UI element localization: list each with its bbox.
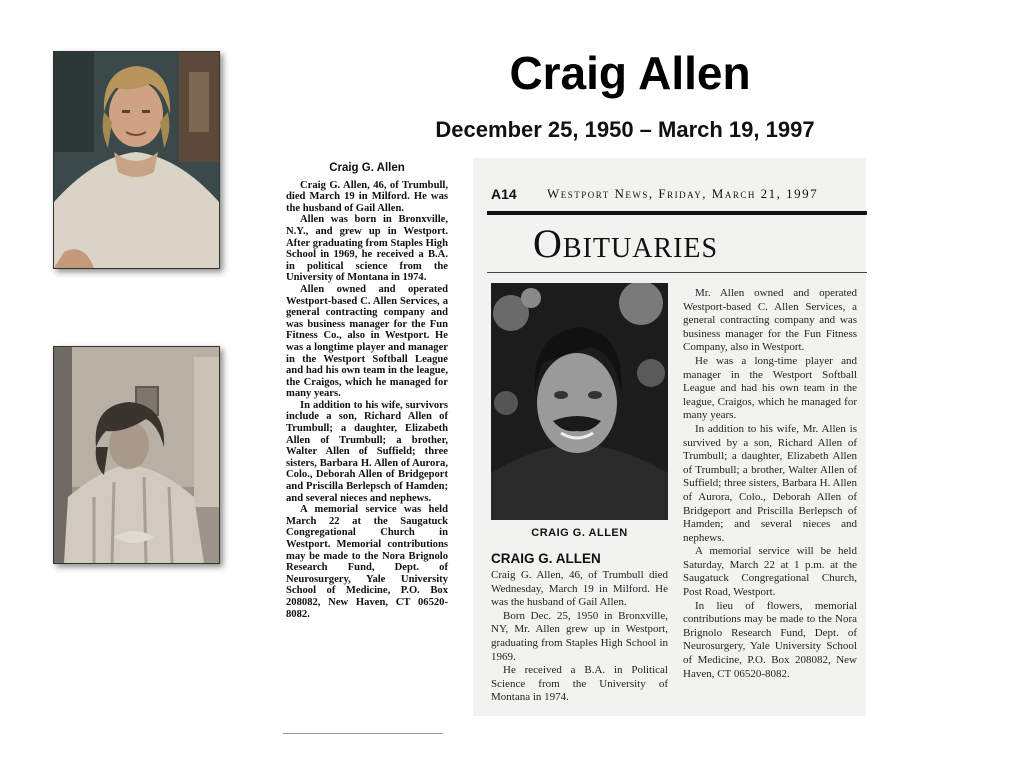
newspaper-photo — [491, 283, 668, 520]
clipping-heading: Craig G. Allen — [329, 162, 405, 174]
newspaper-masthead: Westport News, Friday, March 21, 1997 — [547, 186, 819, 201]
photo-caption: CRAIG G. ALLEN — [531, 527, 628, 539]
article-heading: CRAIG G. ALLEN — [491, 551, 601, 566]
newspaper-photo-image — [491, 283, 668, 520]
newspaper-section-title: Obituaries — [533, 221, 719, 266]
article-paragraph: He received a B.A. in Political Science from the University of Montana in 1974. — [491, 664, 668, 704]
page-title: Craig Allen — [509, 47, 751, 99]
portrait-2-image — [54, 347, 219, 563]
newspaper-page-number: A14 — [491, 186, 517, 202]
portrait-photo-1 — [53, 51, 220, 269]
life-dates: December 25, 1950 – March 19, 1997 — [435, 117, 815, 142]
article-column-2 — [683, 287, 857, 681]
masthead-rule — [487, 211, 867, 215]
obituary-clipping-left — [286, 163, 448, 723]
portrait-1-image — [54, 52, 219, 268]
article-paragraph: Craig G. Allen, 46, of Trumbull died Wednesday, March 19 in Milford. He was the husband of Gail Allen. — [491, 569, 668, 609]
article-paragraph: A memorial service will be held Saturday, March 22 at 1 p.m. at the Saugatuck Congregational Church, Post Road, Westport. — [683, 545, 857, 599]
article-paragraph: In addition to his wife, Mr. Allen is survived by a son, Richard Allen of Trumbull; a daughter, Elizabeth Allen of Trumbull; a brother, Walter Allen of Suffield; three sisters, Barbara H. Allen of Aurora, Colo., Deborah Allen of Bridgeport and Priscilla Berlepsch of Hamden; and several nieces and nephews. — [683, 422, 857, 544]
article-paragraph: Born Dec. 25, 1950 in Bronxville, NY, Mr. Allen grew up in Westport, graduating from Staples High School in 1969. — [491, 609, 668, 663]
section-rule — [487, 272, 867, 273]
portrait-photo-2 — [53, 346, 220, 564]
clipping-divider — [283, 733, 443, 734]
clipping-paragraph: A memorial service was held March 22 at the Saugatuck Congregational Church in Westport. Memorial contributions may be made to the Nora Brignolo Research Fund, Dept. of Neurosurgery, Yale University School of Medicine, P.O. Box 208082, New Haven, CT 06520-8082. — [286, 504, 448, 620]
article-paragraph: In lieu of flowers, memorial contributions may be made to the Nora Brignolo Research Fund, Dept. of Neurosurgery, Yale University School of Medicine, P.O. Box 208082, New Haven, CT 06520-8082. — [683, 599, 857, 680]
article-paragraph: Mr. Allen owned and operated Westport-based C. Allen Services, a general contracting company and was business manager for the Fun Fitness Company, also in Westport. — [683, 287, 857, 354]
article-column-1 — [491, 569, 668, 705]
clipping-paragraph: Craig G. Allen, 46, of Trumbull, died March 19 in Milford. He was the husband of Gail Allen. — [286, 179, 448, 214]
clipping-paragraph: Allen was born in Bronxville, N.Y., and grew up in Westport. After graduating from Staples High School in 1969, he received a B.A. in political science from the University of Montana in 1974. — [286, 214, 448, 284]
clipping-paragraph: Allen owned and operated Westport-based C. Allen Services, a general contracting company and was business manager for the Fun Fitness Co., also in Westport. He was a longtime player and manager in the Westport Softball League and had his own team in the league, the Craigos, which he managed for many years. — [286, 283, 448, 400]
article-paragraph: He was a long-time player and manager in the Westport Softball League and had his own team in the league, Craigos, which he managed for many years. — [683, 354, 857, 422]
clipping-paragraph: In addition to his wife, survivors include a son, Richard Allen of Trumbull; a daughter, Elizabeth Allen of Trumbull; a brother, Walter Allen of Suffield; three sisters, Barbara H. Allen of Aurora, Colo., Deborah Allen of Bridgeport and Priscilla Berlepsch of Hamden; and several nieces and nephews. — [286, 399, 448, 504]
